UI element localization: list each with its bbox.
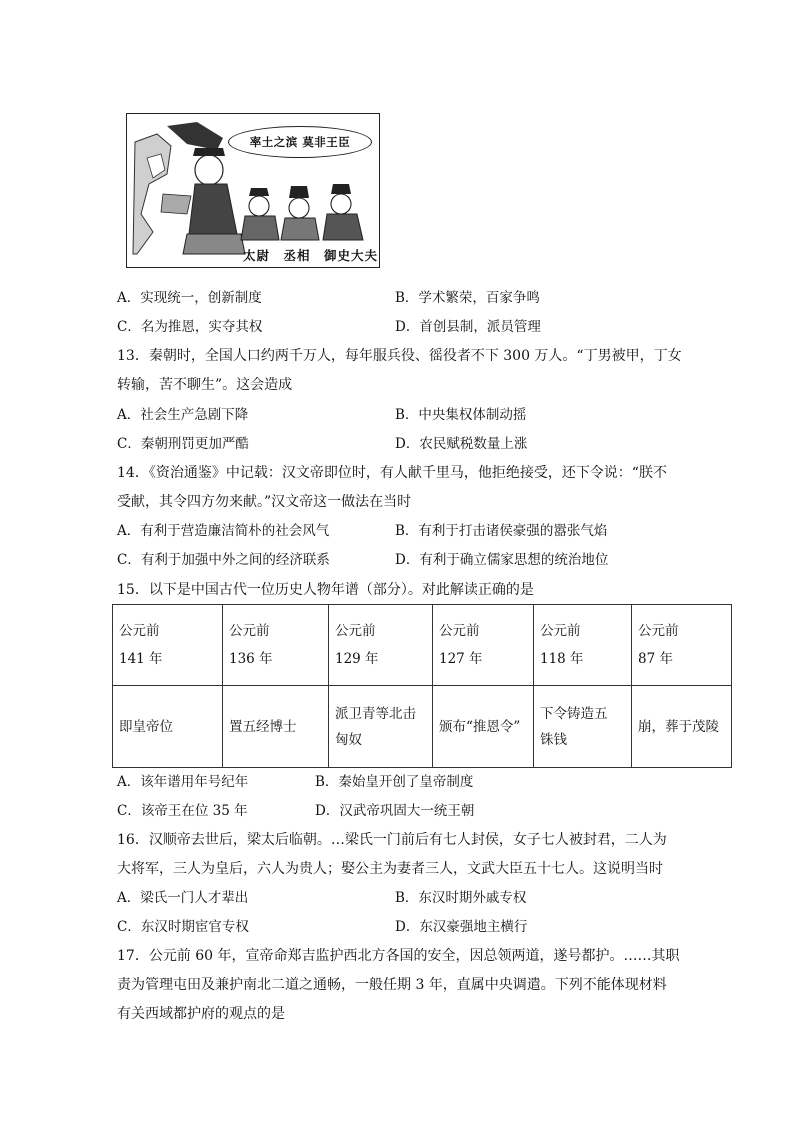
q13-option-c: C．秦朝刑罚更加严酷	[117, 436, 249, 452]
q12-option-c: C．名为推恩，实夺其权	[117, 319, 263, 335]
timeline-table	[112, 604, 732, 768]
q15-option-b: B．秦始皇开创了皇帝制度	[315, 774, 474, 790]
q15-option-c: C．该帝王在位 35 年	[117, 803, 248, 819]
q16-option-c: C．东汉时期宦官专权	[117, 919, 249, 935]
q12-option-a: A．实现统一，创新制度	[117, 290, 262, 306]
cartoon-image	[126, 113, 380, 268]
q13-option-b: B．中央集权体制动摇	[395, 407, 527, 423]
timeline-years-row	[113, 605, 732, 686]
event-cell: 置五经博士	[223, 686, 329, 768]
timeline-events-row	[113, 686, 732, 768]
year-cell: 公元前 136 年	[223, 605, 329, 686]
q12-option-d: D．首创县制，派员管理	[395, 319, 541, 335]
q13-option-d: D．农民赋税数量上涨	[395, 436, 528, 452]
event-cell: 颁布“推恩令”	[433, 686, 534, 768]
q16-option-d: D．东汉豪强地主横行	[395, 919, 528, 935]
year-cell: 公元前 141 年	[113, 605, 223, 686]
event-cell: 即皇帝位	[113, 686, 223, 768]
event-cell: 下令铸造五 铢钱	[534, 686, 632, 768]
q17-stem-line1: 17．公元前 60 年，宣帝命郑吉监护西北方各国的安全，因总领两道，遂号都护。……其职	[117, 948, 680, 964]
q16-stem-line1: 16．汉顺帝去世后，梁太后临朝。…梁氏一门前后有七人封侯，女子七人被封君，二人为	[117, 832, 667, 848]
q15-option-d: D．汉武帝巩固大一统王朝	[315, 803, 475, 819]
cartoon-caption: 太尉 丞相 御史大夫	[243, 248, 379, 263]
event-cell: 派卫青等北击 匈奴	[329, 686, 433, 768]
event-cell: 崩，葬于茂陵	[632, 686, 732, 768]
q15-stem-line1: 15．以下是中国古代一位历史人物年谱（部分）。对此解读正确的是	[117, 582, 534, 598]
q14-stem-line2: 受献，其令四方勿来献。”汉文帝这一做法在当时	[117, 494, 412, 510]
q16-option-a: A．梁氏一门人才辈出	[117, 890, 249, 906]
q14-option-a: A．有利于营造廉洁简朴的社会风气	[117, 523, 330, 539]
q14-option-b: B．有利于打击诸侯豪强的嚣张气焰	[395, 523, 608, 539]
year-cell: 公元前 118 年	[534, 605, 632, 686]
speech-bubble: 率土之滨 莫非王臣	[228, 126, 372, 158]
q13-stem-line2: 转输，苦不聊生”。这会造成	[117, 377, 293, 393]
q14-stem-line1: 14．《资治通鉴》中记载：汉文帝即位时，有人献千里马，他拒绝接受，还下令说：“朕不	[117, 465, 667, 481]
q13-stem-line1: 13．秦朝时，全国人口约两千万人，每年服兵役、徭役者不下 300 万人。“丁男被甲，丁女	[117, 348, 682, 364]
q14-option-c: C．有利于加强中外之间的经济联系	[117, 552, 330, 568]
q17-stem-line2: 责为管理屯田及兼护南北二道之通畅，一般任期 3 年，直属中央调遣。下列不能体现材料	[117, 977, 667, 993]
year-cell: 公元前 87 年	[632, 605, 732, 686]
year-cell: 公元前 127 年	[433, 605, 534, 686]
year-cell: 公元前 129 年	[329, 605, 433, 686]
q16-stem-line2: 大将军，三人为皇后，六人为贵人；娶公主为妻者三人，文武大臣五十七人。这说明当时	[117, 861, 663, 877]
q13-option-a: A．社会生产急剧下降	[117, 407, 249, 423]
q17-stem-line3: 有关西域都护府的观点的是	[117, 1006, 285, 1022]
q14-option-d: D．有利于确立儒家思想的统治地位	[395, 552, 609, 568]
q15-option-a: A．该年谱用年号纪年	[117, 774, 249, 790]
q16-option-b: B．东汉时期外戚专权	[395, 890, 527, 906]
q12-option-b: B．学术繁荣，百家争鸣	[395, 290, 540, 306]
